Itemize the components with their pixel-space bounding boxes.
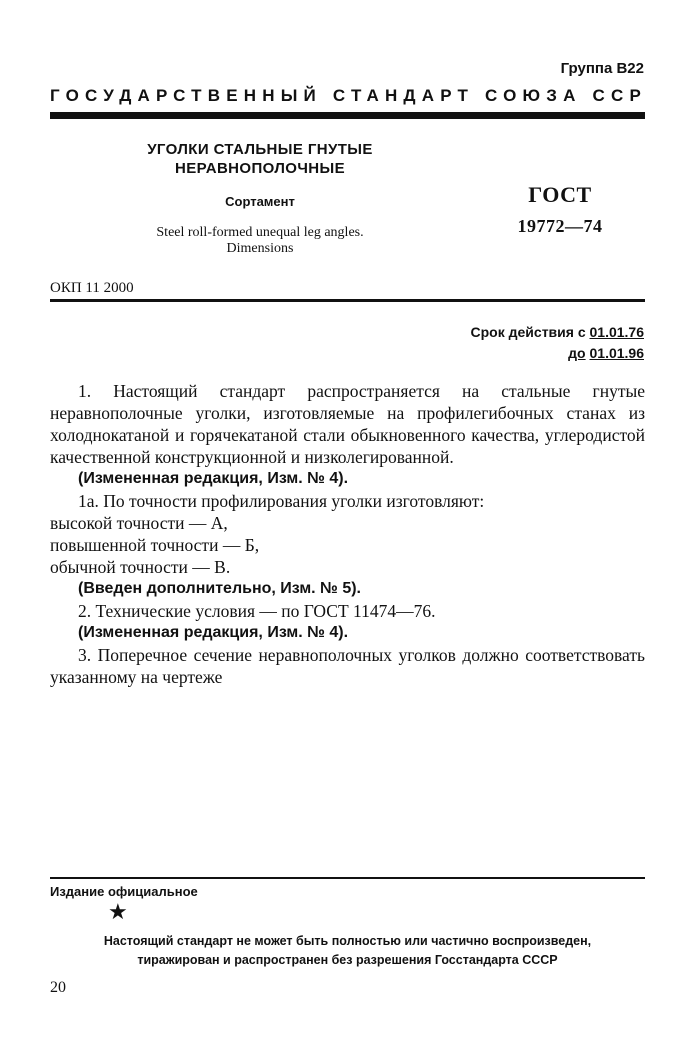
paragraph-1a-note: (Введен дополнительно, Изм. № 5). <box>78 580 361 597</box>
title-en <box>110 225 410 257</box>
title-rule <box>50 299 645 302</box>
gost-label: ГОСТ <box>528 182 592 207</box>
title-en-line1: Steel roll-formed unequal leg angles. <box>156 225 364 240</box>
document-body <box>50 380 645 688</box>
validity-to-label: до <box>568 345 586 361</box>
title-block <box>110 140 410 257</box>
validity-from <box>471 322 644 343</box>
subtitle: Сортамент <box>225 194 295 209</box>
paragraph-2: 2. Технические условия — по ГОСТ 11474—76. <box>78 601 436 621</box>
paragraph-2-note: (Измененная редакция, Изм. № 4). <box>78 624 349 641</box>
title-ru-line2: НЕРАВНОПОЛОЧНЫЕ <box>174 160 346 177</box>
gost-number: 19772—74 <box>517 216 603 236</box>
notice-line1: Настоящий стандарт не может быть полностью или частично воспроизведен, <box>103 934 592 948</box>
gost-block <box>505 182 615 237</box>
copyright-notice <box>50 932 645 970</box>
state-standard-title: ГОСУДАРСТВЕННЫЙ СТАНДАРТ СОЮЗА ССР <box>50 86 647 105</box>
notice-line2: тиражирован и распространен без разрешения Госстандарта СССР <box>137 953 558 967</box>
validity-block <box>471 322 644 364</box>
edition-label: Издание официальное <box>50 884 198 899</box>
list-item: обычной точности — В. <box>50 557 231 577</box>
validity-from-date: 01.01.76 <box>589 324 644 340</box>
paragraph-1-note: (Измененная редакция, Изм. № 4). <box>78 470 349 487</box>
footer-rule <box>50 877 645 879</box>
title-en-line2: Dimensions <box>226 241 294 256</box>
page-number: 20 <box>50 979 66 996</box>
validity-to <box>471 343 644 364</box>
star-icon: ★ <box>108 899 128 924</box>
list-item: высокой точности — А, <box>50 513 228 533</box>
header-rule <box>50 112 645 119</box>
paragraph-1a: 1а. По точности профилирования уголки изготовляют: <box>78 491 485 511</box>
paragraph-1: 1. Настоящий стандарт распространяется на стальные гнутые неравнополочные уголки, изготовляемые на профилегибочных станах из холоднокатаной и горячекатаной стали обыкновенного качества, углеродистой качественной конструкционной и низколегированной. <box>50 381 645 467</box>
list-item: повышенной точности — Б, <box>50 535 260 555</box>
okp-code: ОКП 11 2000 <box>50 280 134 296</box>
paragraph-3: 3. Поперечное сечение неравнополочных уголков должно соответствовать указанному на чертеже <box>50 645 645 687</box>
validity-to-date: 01.01.96 <box>589 345 644 361</box>
group-code: Группа В22 <box>560 60 644 77</box>
validity-from-label: Срок действия с <box>470 324 586 340</box>
title-ru-line1: УГОЛКИ СТАЛЬНЫЕ ГНУТЫЕ <box>147 141 373 158</box>
